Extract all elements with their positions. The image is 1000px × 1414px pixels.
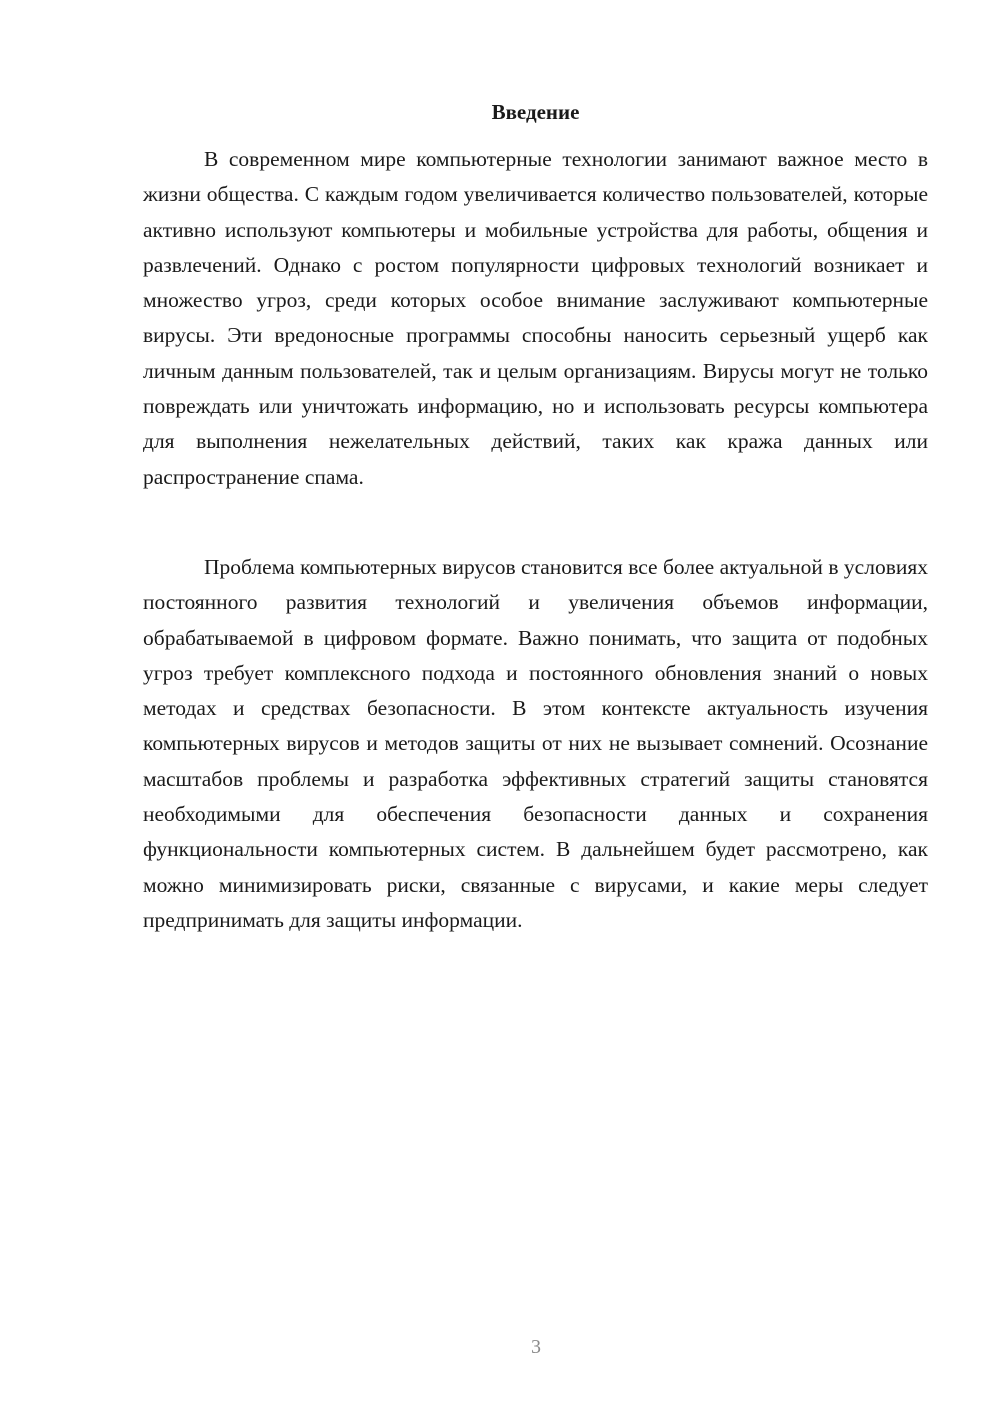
paragraph-1: В современном мире компьютерные технологии занимают важное место в жизни общества. С каждым годом увеличивается количество пользователей, которые активно используют компьютеры и мобильные устройства для работы, общения и развлечений. Однако с ростом популярности цифровых технологий возникает и множество угроз, среди которых особое внимание заслуживают компьютерные вирусы. Эти вредоносные программы способны наносить серьезный ущерб как личным данным пользователей, так и целым организациям. Вирусы могут не только повреждать или уничтожать информацию, но и использовать ресурсы компьютера для выполнения нежелательных действий, таких как кража данных или распространение спама. <box>143 147 928 489</box>
page-number: 3 <box>531 1336 541 1358</box>
paragraph-2: Проблема компьютерных вирусов становится все более актуальной в условиях постоянного развития технологий и увеличения объемов информации, обрабатываемой в цифровом формате. Важно понимать, что защита от подобных угроз требует комплексного подхода и постоянного обновления знаний о новых методах и средствах безопасности. В этом контексте актуальность изучения компьютерных вирусов и методов защиты от них не вызывает сомнений. Осознание масштабов проблемы и разработка эффективных стратегий защиты становятся необходимыми для обеспечения безопасности данных и сохранения функциональности компьютерных систем. В дальнейшем будет рассмотрено, как можно минимизировать риски, связанные с вирусами, и какие меры следует предпринимать для защиты информации. <box>143 555 928 932</box>
section-title: Введение <box>491 100 580 124</box>
